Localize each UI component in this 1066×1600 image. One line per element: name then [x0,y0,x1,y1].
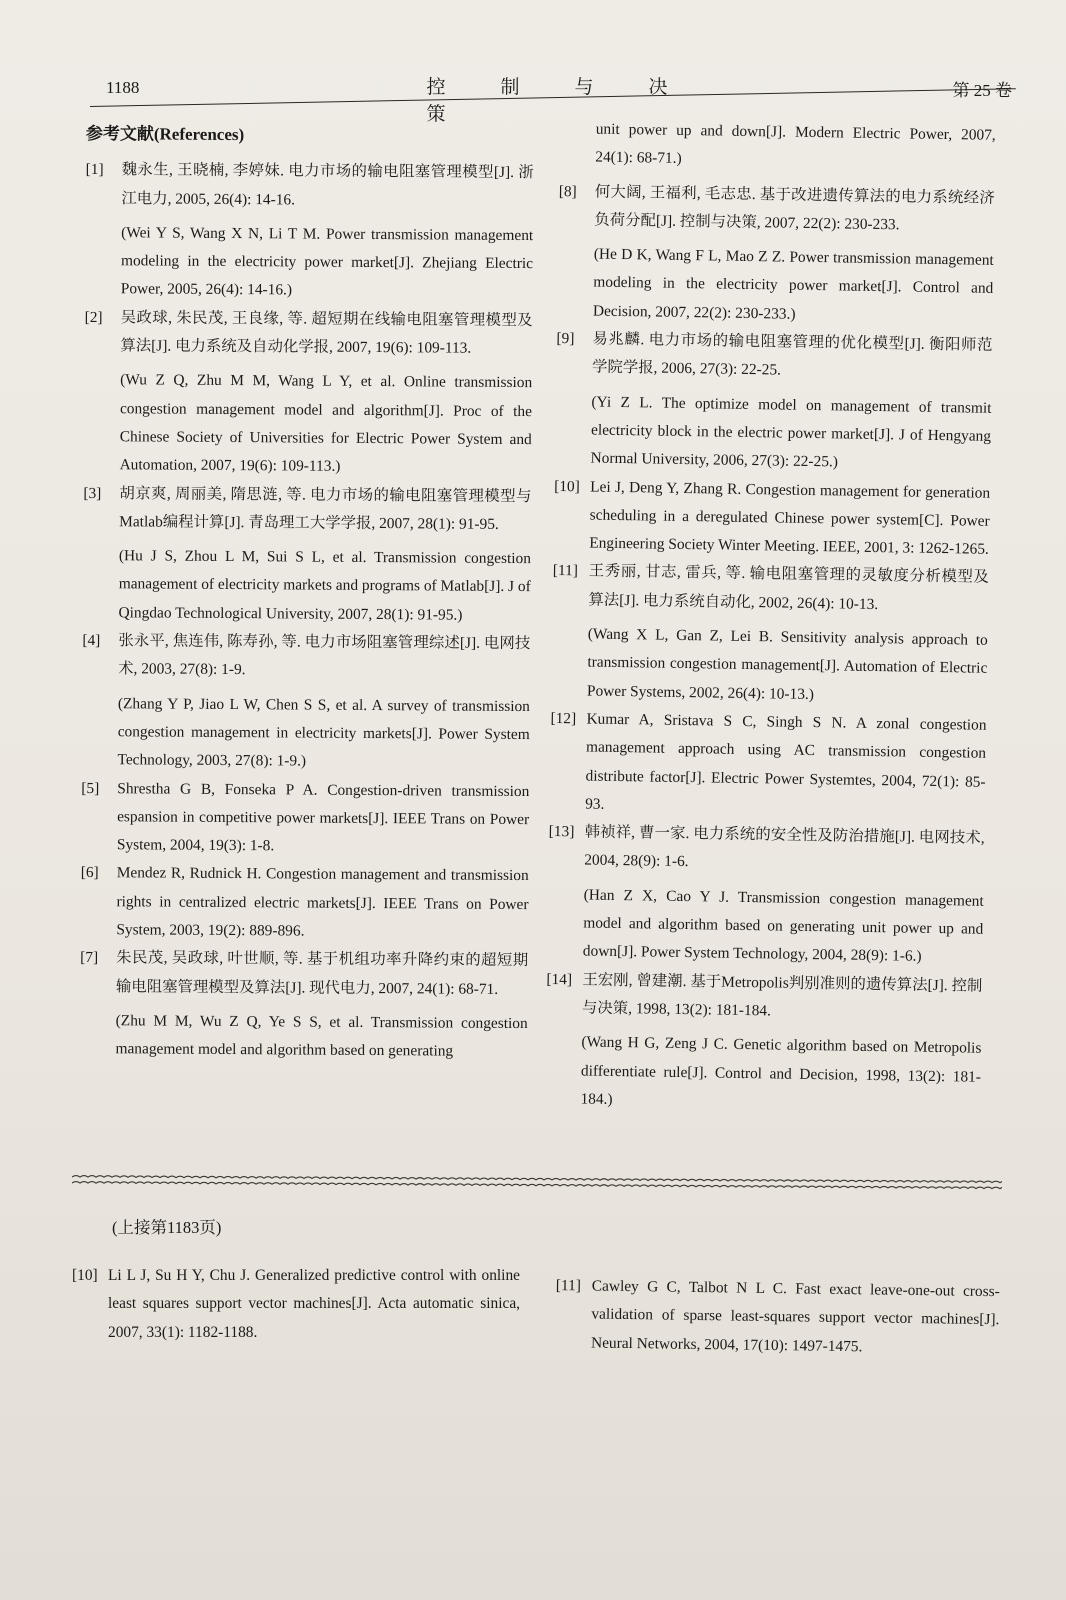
reference-zh: 朱民茂, 吴政球, 叶世顺, 等. 基于机组功率升降约束的超短期输电阻塞管理模型及算法[J]. 现代电力, 2007, 24(1): 68-71. [115,949,529,998]
reference-item [72,1262,520,1347]
continued-reference-right [555,1272,1000,1363]
reference-item [85,156,534,307]
reference-en: (Zhu M M, Wu Z Q, Ye S S, et al. Transmission congestion management model and algorithm based on generating [115,1012,528,1060]
reference-en: Kumar A, Sristava S C, Singh S N. A zonal congestion management approach using AC transmission congestion distribute factor[J]. Electric Power Systemtes, 2004, 72(1): 85-93. [585,710,987,813]
journal-title-char: 决 [648,77,670,98]
reference-item [547,818,985,972]
page-header [100,68,1012,125]
page-number: 1188 [106,78,140,97]
reference-number: [12] [550,709,577,728]
reference-number: [2] [84,308,103,326]
reference-en: (Wang X L, Gan Z, Lei B. Sensitivity analysis approach to transmission congestion management[J]. Automation of Electric Power Systems, 2002, 26(4): 10-13.) [586,625,988,703]
reference-number: [14] [546,970,573,988]
reference-zh: 何大阔, 王福利, 毛志忠. 基于改进遗传算法的电力系统经济负荷分配[J]. 控制与决策, 2007, 22(2): 230-233. [594,183,995,234]
journal-title-char: 控 [426,77,448,98]
reference-en: (Wu Z Q, Zhu M M, Wang L Y, et al. Online transmission congestion management model and algorithm[J]. Proc of the Chinese Society of Universities for Electric Power System and Automation, 2007, 19(6): 109-113.) [119,371,533,476]
reference-item [81,775,530,863]
reference-zh: 易兆麟. 电力市场的输电阻塞管理的优化模型[J]. 衡阳师范学院学报, 2006, 27(3): 22-25. [591,330,993,379]
reference-en: Shrestha G B, Fonseka P A. Congestion-driven transmission espansion in competitive power markets[J]. IEEE Trans on Power System, 2004, 19(3): 1-8. [116,779,530,855]
reference-en: Lei J, Deng Y, Zhang R. Congestion management for generation scheduling in a deregulated Chinese power system[C]. Power Engineering Society Winter Meeting. IEEE, 2001, 3: 1262-1265. [589,478,991,558]
reference-number: [11] [552,562,579,580]
reference-number: [7] [80,949,99,967]
reference-number: [5] [81,779,100,797]
reference-en: (Yi Z L. The optimize model on management of transmit electricity block in the electric power market[J]. J of Hengyang Normal University, 2006, 27(3): 22-25.) [590,393,992,471]
reference-en: (He D K, Wang F L, Mao Z Z. Power transmission management modeling in the electricity power market[J]. Control and Decision, 2007, 22(2): 230-233.) [592,245,994,323]
reference-en: Cawley G C, Talbot N L C. Fast exact leave-one-out cross-validation of sparse least-squares support vector machines[J]. Neural Networks, 2004, 17(10): 1497-1475. [590,1277,1000,1355]
reference-item [80,859,529,947]
reference-en: (Wang H G, Zeng J C. Genetic algorithm based on Metropolis differentiate rule[J]. Control and Decision, 1998, 13(2): 181-184.) [580,1033,982,1108]
journal-title-char: 与 [574,77,596,98]
reference-number: [11] [555,1276,582,1295]
reference-item [544,966,982,1120]
reference-zh: 王秀丽, 甘志, 雷兵, 等. 输电阻塞管理的灵敏度分析模型及算法[J]. 电力系统自动化, 2002, 26(4): 10-13. [588,562,989,613]
reference-item [553,473,990,565]
reference-number: [9] [556,330,575,348]
reference-zh: 吴政球, 朱民茂, 王良缘, 等. 超短期在线输电阻塞管理模型及算法[J]. 电力系统及自动化学报, 2007, 19(6): 109-113. [120,309,533,357]
reference-en: (Han Z X, Cao Y J. Transmission congestion management model and algorithm based on generating unit power up and down[J]. Power System Technology, 2004, 28(9): 1-6.) [582,886,984,966]
references-right-column [544,115,996,1120]
journal-title-char: 制 [500,77,522,98]
reference-zh: 王宏刚, 曾建潮. 基于Metropolis判别准则的遗传算法[J]. 控制与决策, 1998, 13(2): 181-184. [581,971,983,1020]
reference-en: (Wei Y S, Wang X N, Li T M. Power transmission management modeling in the electricity power market[J]. Zhejiang Electric Power, 2005, 26(4): 14-16.) [120,224,534,299]
reference-item [554,325,992,479]
reference-number: [6] [80,864,99,882]
reference-number: [8] [558,182,577,200]
reference-item [557,178,995,332]
reference-number: [3] [83,484,102,502]
reference-number: [4] [82,632,101,650]
reference-item [555,1272,1000,1363]
references-left-column [79,120,534,1067]
reference-item [549,705,987,825]
reference-number: [10] [72,1267,98,1284]
reference-en: Li L J, Su H Y, Chu J. Generalized predictive control with online least squares support vector machines[J]. Acta automatic sinica, 2007, 33(1): 1182-1188. [108,1267,520,1341]
reference-en: (Zhang Y P, Jiao L W, Chen S S, et al. A survey of transmission congestion management in electricity markets[J]. Power System Technology, 2003, 27(8): 1-9.) [117,694,530,770]
reference-number: [1] [85,161,104,179]
reference-number: [13] [548,823,575,841]
reference-item [79,944,528,1066]
reference-en: (Hu J S, Zhou L M, Sui S L, et al. Transmission congestion management of electricity markets and programs of Matlab[J]. J of Qingdao Technological University, 2007, 28(1): 91-95.) [118,547,532,624]
journal-title-char: 策 [426,104,448,125]
reference-item [83,304,532,483]
wavy-separator [72,1170,1002,1196]
reference-item [551,557,989,711]
continued-from-label: (上接第1183页) [112,1218,222,1237]
reference-item [82,480,531,631]
reference-zh: 魏永生, 王晓楠, 李婷妹. 电力市场的输电阻塞管理模型[J]. 浙江电力, 2005, 26(4): 14-16. [121,161,534,209]
reference-item [81,627,530,778]
volume-label: 第 25 卷 [952,81,1012,100]
continued-reference-left [72,1262,520,1347]
reference-continuation: unit power up and down[J]. Modern Electric Power, 2007, 24(1): 68-71.) [595,120,996,168]
reference-zh: 胡京爽, 周丽美, 隋思涟, 等. 电力市场的输电阻塞管理模型与Matlab编程计算[J]. 青岛理工大学学报, 2007, 28(1): 91-95. [119,484,532,533]
reference-zh: 张永平, 焦连伟, 陈寿孙, 等. 电力市场阻塞管理综述[J]. 电网技术, 2003, 27(8): 1-9. [118,632,531,679]
reference-zh: 韩祯祥, 曹一家. 电力系统的安全性及防治措施[J]. 电网技术, 2004, 28(9): 1-6. [584,823,985,871]
references-heading: 参考文献(References) [85,123,245,145]
reference-en: Mendez R, Rudnick H. Congestion management and transmission rights in centralized electric markets[J]. IEEE Trans on Power System, 2003, 19(2): 889-896. [116,864,529,940]
reference-number: [10] [554,477,580,495]
